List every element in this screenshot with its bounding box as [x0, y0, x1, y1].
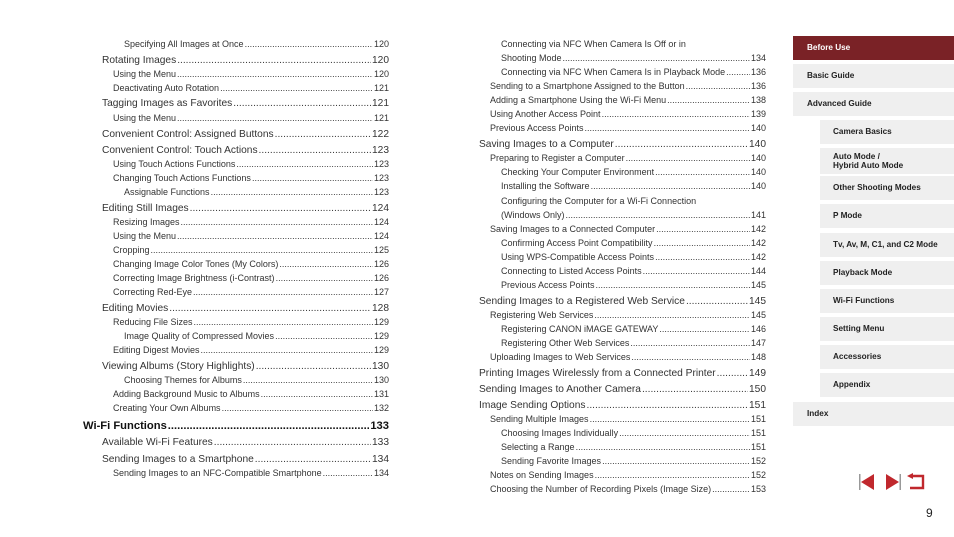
toc-leader-dots [595, 470, 750, 480]
toc-entry-title: Notes on Sending Images [490, 470, 594, 480]
toc-entry-title: Connecting via NFC When Camera Is Off or in [501, 39, 686, 49]
toc-entry[interactable] [113, 83, 389, 93]
toc-entry-page: 149 [749, 368, 766, 379]
toc-entry-title: Correcting Image Brightness (i-Contrast) [113, 273, 275, 283]
toc-leader-dots [656, 224, 750, 234]
sidebar-tab-tv-av-m-c1-and-c2-mode[interactable] [820, 233, 954, 257]
toc-entry-page: 140 [749, 139, 766, 150]
toc-entry-page: 151 [750, 428, 766, 438]
toc-entry[interactable] [490, 224, 766, 234]
toc-entry-title: Using WPS-Compatible Access Points [501, 252, 655, 262]
toc-entry[interactable] [83, 420, 389, 432]
toc-entry[interactable] [113, 69, 389, 79]
toc-entry[interactable] [113, 468, 389, 478]
toc-entry-title: Using Touch Actions Functions [113, 159, 236, 169]
page-navigation [858, 472, 926, 492]
toc-entry[interactable] [124, 331, 389, 341]
toc-entry-title: Configuring the Computer for a Wi-Fi Connection [501, 196, 697, 206]
toc-leader-dots [686, 296, 748, 307]
toc-entry-title: Previous Access Points [490, 123, 584, 133]
toc-entry-page: 123 [373, 173, 389, 183]
toc-entry[interactable] [479, 368, 766, 379]
toc-leader-dots [712, 484, 750, 494]
toc-entry-title: (Windows Only) [501, 210, 565, 220]
toc-leader-dots [630, 338, 750, 348]
toc-entry-page: 124 [373, 231, 389, 241]
toc-entry-title: Adding a Smartphone Using the Wi-Fi Menu [490, 95, 667, 105]
toc-entry[interactable] [113, 259, 389, 269]
sidebar-tab-label: P Mode [833, 211, 862, 221]
toc-entry-page: 130 [372, 361, 389, 372]
toc-leader-dots [222, 403, 373, 413]
toc-entry-page: 140 [750, 167, 766, 177]
toc-entry-page: 128 [372, 303, 389, 314]
toc-entry-title: Using the Menu [113, 113, 177, 123]
toc-entry-page: 141 [750, 210, 766, 220]
toc-entry[interactable] [501, 280, 766, 290]
toc-leader-dots [245, 39, 373, 49]
toc-entry-page: 127 [373, 287, 389, 297]
toc-leader-dots [631, 352, 750, 362]
toc-entry-page: 140 [750, 123, 766, 133]
return-icon[interactable] [906, 472, 926, 492]
toc-entry[interactable] [501, 39, 766, 49]
toc-entry-title: Installing the Software [501, 181, 590, 191]
toc-entry-page: 133 [370, 420, 389, 432]
toc-leader-dots [275, 331, 373, 341]
toc-entry[interactable] [102, 145, 389, 156]
toc-leader-dots [686, 81, 750, 91]
toc-entry-title: Viewing Albums (Story Highlights) [102, 361, 255, 372]
toc-entry-page: 129 [373, 331, 389, 341]
toc-entry[interactable] [501, 238, 766, 248]
toc-entry-page: 134 [372, 454, 389, 465]
toc-leader-dots [626, 153, 750, 163]
toc-entry[interactable] [124, 187, 389, 197]
toc-entry-page: 151 [750, 414, 766, 424]
toc-entry-title: Sending to a Smartphone Assigned to the Button [490, 81, 685, 91]
sidebar-tab-camera-basics[interactable] [820, 120, 954, 144]
toc-entry[interactable] [490, 109, 766, 119]
toc-entry[interactable] [102, 361, 389, 372]
toc-entry-page: 122 [372, 129, 389, 140]
toc-leader-dots [576, 442, 750, 452]
toc-leader-dots [566, 210, 750, 220]
toc-entry-title: Deactivating Auto Rotation [113, 83, 220, 93]
toc-entry-page: 145 [750, 280, 766, 290]
toc-entry[interactable] [501, 266, 766, 276]
toc-entry-page: 148 [750, 352, 766, 362]
toc-entry-title: Assignable Functions [124, 187, 210, 197]
toc-entry-title: Adding Background Music to Albums [113, 389, 260, 399]
toc-entry-title: Registering CANON iMAGE GATEWAY [501, 324, 659, 334]
toc-entry[interactable] [501, 442, 766, 452]
sidebar-tab-basic-guide[interactable] [793, 64, 954, 88]
toc-entry-title: Correcting Red-Eye [113, 287, 193, 297]
sidebar-tab-playback-mode[interactable] [820, 261, 954, 285]
sidebar-tab-p-mode[interactable] [820, 204, 954, 228]
toc-entry-page: 136 [750, 81, 766, 91]
toc-leader-dots [193, 287, 373, 297]
toc-entry[interactable] [479, 400, 766, 411]
toc-leader-dots [726, 67, 750, 77]
toc-entry-title: Connecting via NFC When Camera Is in Playback Mode [501, 67, 726, 77]
toc-leader-dots [177, 113, 373, 123]
toc-entry-title: Sending Multiple Images [490, 414, 589, 424]
toc-entry[interactable] [490, 310, 766, 320]
toc-entry[interactable] [479, 296, 766, 307]
toc-entry[interactable] [501, 167, 766, 177]
toc-entry-page: 121 [373, 113, 389, 123]
toc-leader-dots [181, 217, 373, 227]
toc-leader-dots [619, 428, 750, 438]
toc-entry-page: 136 [750, 67, 766, 77]
toc-entry-title: Image Quality of Compressed Movies [124, 331, 275, 341]
toc-entry-page: 142 [750, 238, 766, 248]
toc-entry-title: Convenient Control: Assigned Buttons [102, 129, 274, 140]
toc-entry[interactable] [102, 203, 389, 214]
toc-entry-title: Creating Your Own Albums [113, 403, 221, 413]
toc-entry[interactable] [124, 375, 389, 385]
toc-entry-page: 123 [373, 187, 389, 197]
toc-leader-dots [168, 420, 370, 432]
sidebar-tab-appendix[interactable] [820, 373, 954, 397]
toc-entry-title: Sending Favorite Images [501, 456, 602, 466]
toc-entry-title: Choosing the Number of Recording Pixels (Image Size) [490, 484, 712, 494]
toc-entry[interactable] [113, 403, 389, 413]
toc-entry-page: 120 [373, 69, 389, 79]
toc-leader-dots [252, 173, 373, 183]
toc-entry-page: 123 [372, 145, 389, 156]
toc-leader-dots [276, 273, 373, 283]
sidebar-tab-label: Setting Menu [833, 324, 885, 334]
toc-leader-dots [255, 454, 371, 465]
toc-entry-page: 134 [750, 53, 766, 63]
toc-entry-page: 123 [373, 159, 389, 169]
sidebar-tab-advanced-guide[interactable] [793, 92, 954, 116]
toc-entry[interactable] [113, 173, 389, 183]
toc-leader-dots [596, 280, 750, 290]
toc-entry-page: 131 [373, 389, 389, 399]
toc-entry-title: Editing Movies [102, 303, 169, 314]
toc-leader-dots [591, 181, 750, 191]
toc-entry-page: 129 [373, 317, 389, 327]
toc-entry-page: 152 [750, 470, 766, 480]
toc-leader-dots [585, 123, 750, 133]
toc-entry[interactable] [501, 210, 766, 220]
toc-leader-dots [590, 414, 750, 424]
toc-entry[interactable] [490, 95, 766, 105]
sidebar-tab-label: Before Use [807, 43, 851, 53]
toc-entry-title: Tagging Images as Favorites [102, 98, 233, 109]
toc-leader-dots [177, 55, 371, 66]
toc-entry-page: 142 [750, 252, 766, 262]
toc-entry-title: Choosing Images Individually [501, 428, 619, 438]
toc-entry-title: Resizing Images [113, 217, 180, 227]
toc-entry-page: 147 [750, 338, 766, 348]
toc-entry[interactable] [490, 81, 766, 91]
toc-entry-page: 138 [750, 95, 766, 105]
sidebar-tab-label: Playback Mode [833, 268, 893, 278]
toc-entry[interactable] [113, 345, 389, 355]
sidebar-tab-index[interactable] [793, 402, 954, 426]
toc-entry-title: Using the Menu [113, 69, 177, 79]
toc-entry[interactable] [113, 217, 389, 227]
toc-entry-page: 121 [372, 98, 389, 109]
toc-entry-page: 142 [750, 224, 766, 234]
toc-leader-dots [256, 361, 371, 372]
toc-entry-page: 121 [373, 83, 389, 93]
toc-entry-title: Registering Web Services [490, 310, 594, 320]
toc-entry-title: Using Another Access Point [490, 109, 601, 119]
toc-leader-dots [667, 95, 750, 105]
toc-entry-page: 146 [750, 324, 766, 334]
toc-entry-page: 151 [749, 400, 766, 411]
toc-entry[interactable] [113, 245, 389, 255]
toc-entry-title: Checking Your Computer Environment [501, 167, 655, 177]
toc-entry[interactable] [490, 153, 766, 163]
toc-entry-title: Selecting a Range [501, 442, 575, 452]
toc-leader-dots [214, 437, 371, 448]
toc-entry[interactable] [501, 324, 766, 334]
sidebar-tab-other-shooting-modes[interactable] [820, 176, 954, 200]
toc-leader-dots [194, 317, 373, 327]
toc-entry[interactable] [501, 428, 766, 438]
toc-entry-title: Saving Images to a Computer [479, 139, 614, 150]
toc-entry-page: 120 [372, 55, 389, 66]
toc-entry-title: Previous Access Points [501, 280, 595, 290]
sidebar-tab-label: Advanced Guide [807, 99, 872, 109]
toc-entry-page: 153 [750, 484, 766, 494]
toc-leader-dots [220, 83, 373, 93]
toc-entry-page: 124 [373, 217, 389, 227]
toc-entry-title: Sending Images to an NFC-Compatible Smartphone [113, 468, 322, 478]
toc-leader-dots [190, 203, 371, 214]
toc-entry-title: Uploading Images to Web Services [490, 352, 631, 362]
toc-entry-title: Choosing Themes for Albums [124, 375, 242, 385]
toc-entry[interactable] [113, 389, 389, 399]
toc-entry[interactable] [124, 39, 389, 49]
toc-leader-dots [659, 324, 750, 334]
toc-entry-page: 150 [749, 384, 766, 395]
toc-entry-title: Editing Digest Movies [113, 345, 200, 355]
toc-entry-title: Using the Menu [113, 231, 177, 241]
toc-entry-page: 133 [372, 437, 389, 448]
toc-entry[interactable] [490, 484, 766, 494]
toc-entry[interactable] [501, 67, 766, 77]
previous-page-icon[interactable] [858, 472, 878, 492]
toc-entry-title: Saving Images to a Connected Computer [490, 224, 656, 234]
sidebar-tab-label: Accessories [833, 352, 882, 362]
toc-leader-dots [243, 375, 373, 385]
toc-entry[interactable] [113, 317, 389, 327]
sidebar-tab-label: Appendix [833, 380, 871, 390]
toc-entry-title: Changing Image Color Tones (My Colors) [113, 259, 279, 269]
toc-entry-title: Sending Images to a Registered Web Service [479, 296, 685, 307]
toc-entry-page: 139 [750, 109, 766, 119]
sidebar-tab-before-use[interactable] [793, 36, 954, 60]
toc-entry-page: 140 [750, 181, 766, 191]
toc-entry[interactable] [113, 273, 389, 283]
toc-entry-title: Confirming Access Point Compatibility [501, 238, 653, 248]
toc-entry-page: 144 [750, 266, 766, 276]
sidebar-tab-label: Index [807, 409, 829, 419]
toc-entry-title: Cropping [113, 245, 150, 255]
toc-leader-dots [615, 139, 748, 150]
toc-entry[interactable] [102, 437, 389, 448]
toc-entry-page: 152 [750, 456, 766, 466]
toc-entry[interactable] [490, 352, 766, 362]
toc-entry-title: Changing Touch Actions Functions [113, 173, 251, 183]
toc-leader-dots [563, 53, 750, 63]
toc-entry[interactable] [501, 338, 766, 348]
toc-entry[interactable] [490, 470, 766, 480]
toc-entry-title: Editing Still Images [102, 203, 189, 214]
toc-entry-title: Sending Images to Another Camera [479, 384, 641, 395]
toc-entry[interactable] [102, 303, 389, 314]
toc-entry-title: Rotating Images [102, 55, 177, 66]
toc-leader-dots [655, 252, 750, 262]
toc-entry-page: 126 [373, 273, 389, 283]
toc-leader-dots [211, 187, 373, 197]
toc-entry-title: Available Wi-Fi Features [102, 437, 213, 448]
toc-entry[interactable] [490, 123, 766, 133]
sidebar-tab-wi-fi-functions[interactable] [820, 289, 954, 313]
toc-leader-dots [717, 368, 748, 379]
toc-entry[interactable] [102, 454, 389, 465]
toc-leader-dots [177, 69, 373, 79]
toc-leader-dots [151, 245, 373, 255]
toc-leader-dots [259, 145, 371, 156]
toc-entry[interactable] [113, 159, 389, 169]
toc-entry-title: Shooting Mode [501, 53, 562, 63]
toc-leader-dots [177, 231, 373, 241]
toc-leader-dots [323, 468, 373, 478]
toc-leader-dots [169, 303, 371, 314]
toc-entry-page: 126 [373, 259, 389, 269]
toc-entry-page: 134 [373, 468, 389, 478]
toc-entry-page: 125 [373, 245, 389, 255]
toc-entry[interactable] [113, 231, 389, 241]
sidebar-tab-label: Auto Mode / Hybrid Auto Mode [833, 151, 904, 170]
toc-leader-dots [642, 384, 748, 395]
toc-entry-page: 129 [373, 345, 389, 355]
toc-leader-dots [654, 238, 750, 248]
sidebar-tab-accessories[interactable] [820, 345, 954, 369]
toc-leader-dots [586, 400, 748, 411]
toc-leader-dots [602, 109, 750, 119]
toc-leader-dots [602, 456, 750, 466]
toc-leader-dots [236, 159, 373, 169]
toc-entry[interactable] [501, 181, 766, 191]
toc-entry-title: Image Sending Options [479, 400, 586, 411]
page-number: 9 [926, 506, 933, 520]
toc-leader-dots [261, 389, 373, 399]
toc-entry[interactable] [501, 196, 766, 206]
toc-entry-title: Reducing File Sizes [113, 317, 193, 327]
toc-leader-dots [643, 266, 750, 276]
toc-leader-dots [201, 345, 373, 355]
toc-entry[interactable] [501, 53, 766, 63]
sidebar-tab-label: Tv, Av, M, C1, and C2 Mode [833, 240, 938, 250]
toc-entry[interactable] [102, 55, 389, 66]
sidebar-tab-label: Other Shooting Modes [833, 183, 921, 193]
toc-entry-page: 145 [749, 296, 766, 307]
toc-entry-title: Specifying All Images at Once [124, 39, 244, 49]
toc-entry-page: 145 [750, 310, 766, 320]
toc-entry-title: Connecting to Listed Access Points [501, 266, 642, 276]
toc-leader-dots [279, 259, 373, 269]
toc-entry-page: 120 [373, 39, 389, 49]
toc-entry[interactable] [501, 456, 766, 466]
toc-entry-page: 132 [373, 403, 389, 413]
toc-entry-title: Wi-Fi Functions [83, 420, 167, 432]
toc-entry-title: Preparing to Register a Computer [490, 153, 625, 163]
toc-entry-title: Convenient Control: Touch Actions [102, 145, 258, 156]
toc-entry[interactable] [479, 384, 766, 395]
toc-leader-dots [594, 310, 750, 320]
toc-entry[interactable] [102, 98, 389, 109]
sidebar-tab-setting-menu[interactable] [820, 317, 954, 341]
sidebar-tab-auto-mode-hybrid-auto-mode[interactable] [820, 148, 954, 174]
toc-entry-title: Printing Images Wirelessly from a Connected Printer [479, 368, 716, 379]
sidebar-tab-label: Basic Guide [807, 71, 855, 81]
toc-entry[interactable] [113, 287, 389, 297]
toc-entry-title: Sending Images to a Smartphone [102, 454, 254, 465]
toc-leader-dots [655, 167, 750, 177]
toc-entry-page: 130 [373, 375, 389, 385]
toc-entry[interactable] [113, 113, 389, 123]
sidebar-tab-label: Wi-Fi Functions [833, 296, 895, 306]
toc-entry-page: 124 [372, 203, 389, 214]
toc-entry[interactable] [102, 129, 389, 140]
toc-entry[interactable] [490, 414, 766, 424]
toc-entry[interactable] [501, 252, 766, 262]
toc-entry-page: 151 [750, 442, 766, 452]
toc-entry-page: 140 [750, 153, 766, 163]
toc-leader-dots [275, 129, 371, 140]
toc-entry[interactable] [479, 139, 766, 150]
toc-entry-title: Registering Other Web Services [501, 338, 630, 348]
toc-leader-dots [233, 98, 371, 109]
sidebar-tab-label: Camera Basics [833, 127, 892, 137]
next-page-icon[interactable] [882, 472, 902, 492]
